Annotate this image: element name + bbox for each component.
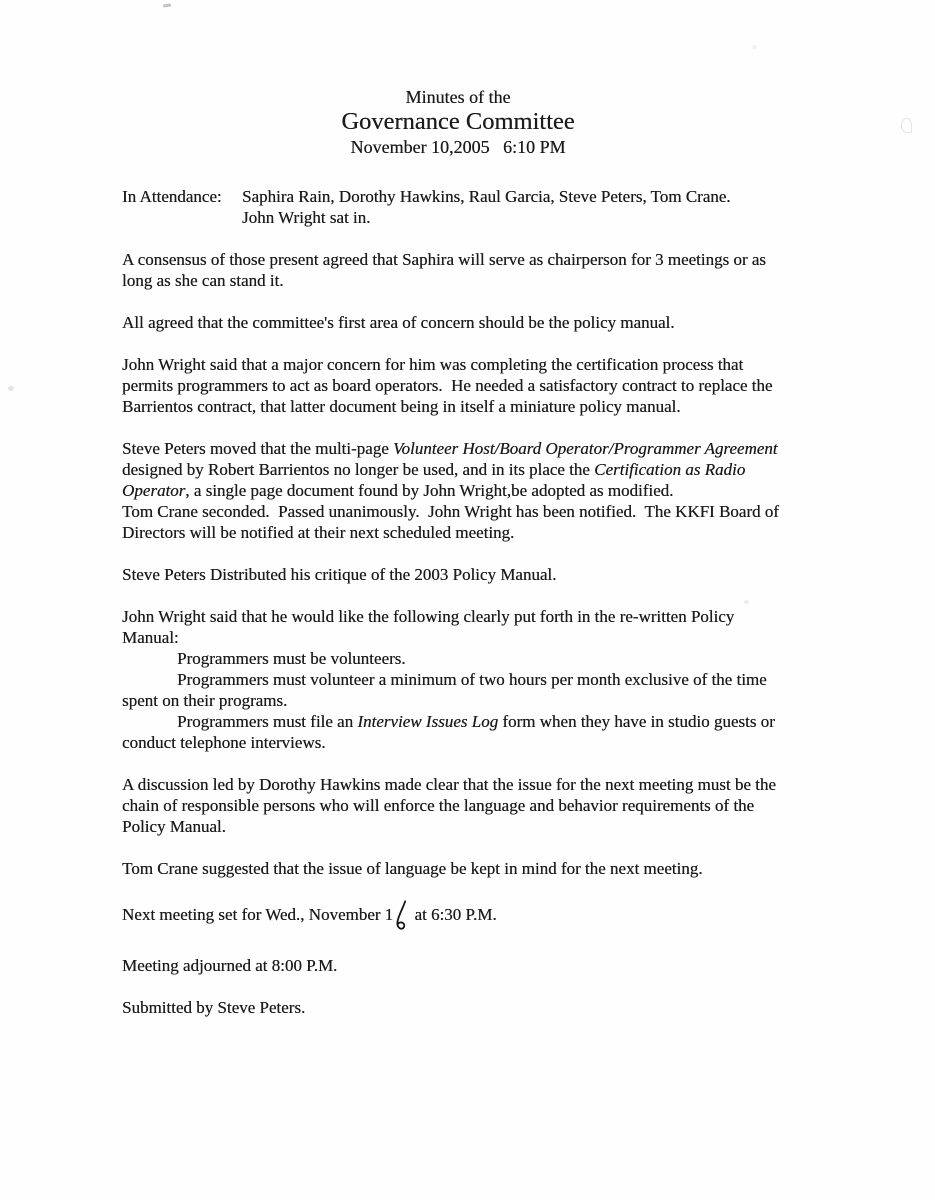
paragraph: All agreed that the committee's first area of concern should be the policy manual.: [122, 313, 675, 332]
handwritten-digit: [392, 899, 409, 934]
paragraph: Tom Crane suggested that the issue of language be kept in mind for the next meeting.: [122, 859, 703, 878]
italic-text: Volunteer Host/Board Operator/Programmer Agreement: [393, 439, 778, 458]
attendance-line: John Wright sat in.: [242, 208, 371, 227]
scan-speck: [752, 45, 757, 49]
attendance-label: In Attendance:: [122, 187, 222, 206]
doc-date-line: November 10,2005 6:10 PM: [350, 137, 566, 157]
doc-committee-title: Governance Committee: [341, 108, 575, 135]
scan-speck: [8, 386, 14, 391]
attendance-line: Saphira Rain, Dorothy Hawkins, Raul Garcia, Steve Peters, Tom Crane.: [242, 187, 731, 206]
italic-text: Interview Issues Log: [357, 712, 499, 731]
attendance-block: [122, 186, 794, 228]
paragraph: Next meeting set for Wed., November 1 at 6:30 P.M.: [122, 900, 794, 934]
paragraph: Meeting adjourned at 8:00 P.M.: [122, 956, 338, 975]
paragraph: Programmers must volunteer a minimum of two hours per month exclusive of the time spent on their programs.: [122, 670, 767, 710]
paragraph: John Wright said that he would like the following clearly put forth in the re-written Policy Manual:: [122, 607, 735, 647]
paragraph: A consensus of those present agreed that Saphira will serve as chairperson for 3 meetings or as long as she can stand it.: [122, 250, 766, 290]
document-header: [122, 86, 794, 158]
paragraph: Programmers must be volunteers.: [177, 649, 406, 668]
paragraph: Submitted by Steve Peters.: [122, 998, 306, 1017]
scan-speck: [163, 3, 171, 7]
scan-speck: [901, 118, 912, 133]
paragraph: Steve Peters Distributed his critique of the 2003 Policy Manual.: [122, 565, 557, 584]
paragraph: A discussion led by Dorothy Hawkins made clear that the issue for the next meeting must be the chain of responsible persons who will enforce the language and behavior requirements of the Policy Manual.: [122, 775, 776, 836]
paragraph: Tom Crane seconded. Passed unanimously. John Wright has been notified. The KKFI Board of Directors will be notified at their next scheduled meeting.: [122, 502, 779, 542]
document-body: [122, 186, 794, 1018]
attendance-names: [242, 186, 794, 228]
doc-title-line: Minutes of the: [405, 87, 511, 107]
italic-text: Certification as Radio Operator: [122, 460, 746, 500]
paragraph: Steve Peters moved that the multi-page Volunteer Host/Board Operator/Programmer Agreement designed by Robert Barrientos no longer be used, and in its place the Certification as Radio Operator, a single page document found by John Wright,be adopted as modified.: [122, 439, 778, 500]
paragraph: John Wright said that a major concern for him was completing the certification process that permits programmers to act as board operators. He needed a satisfactory contract to replace the Barrientos contract, that latter document being in itself a miniature policy manual.: [122, 355, 773, 416]
paragraph: Programmers must file an Interview Issues Log form when they have in studio guests or conduct telephone interviews.: [122, 712, 775, 752]
document-content: [122, 86, 794, 1018]
